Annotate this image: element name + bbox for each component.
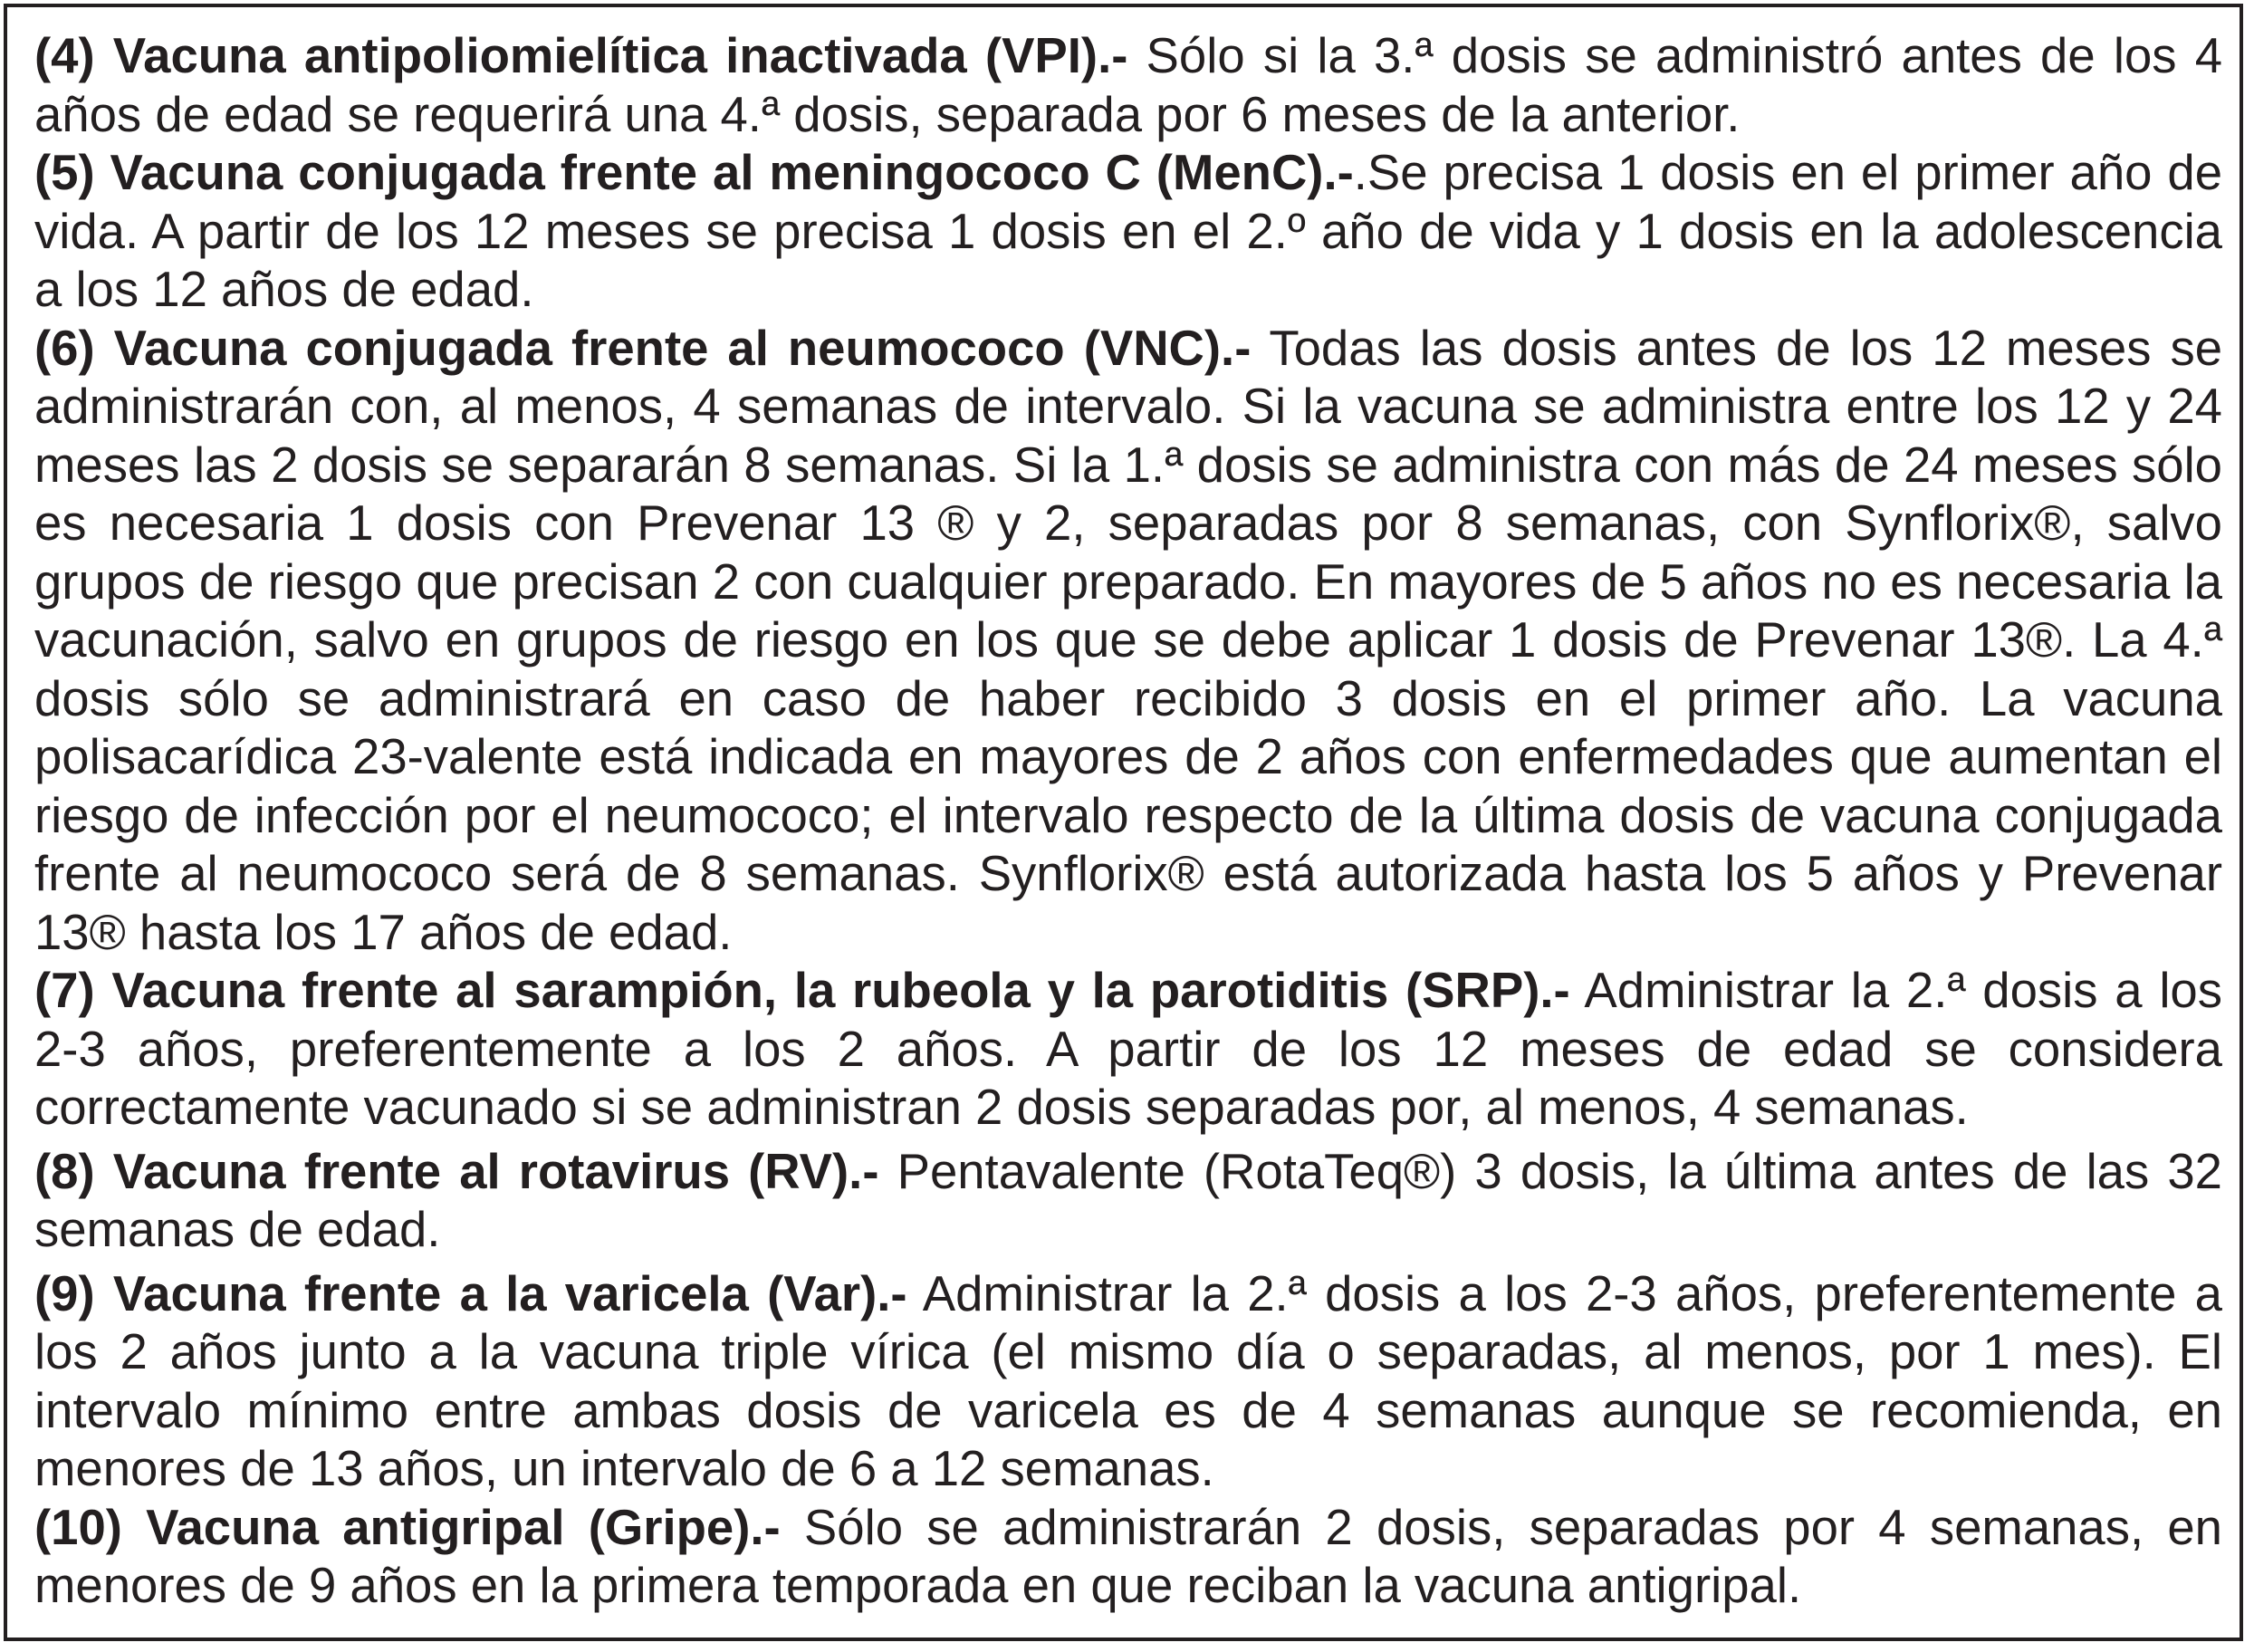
note-title: (5) Vacuna conjugada frente al meningococo C (MenC).- bbox=[34, 145, 1354, 200]
note-body: Todas las dosis antes de los 12 meses se administrarán con, al menos, 4 semanas de intervalo. Si la vacuna se administra entre los 12 y 24 meses las 2 dosis se separarán 8 semanas. Si la 1.ª dosis se administra con más de 24 meses sólo es necesaria 1 dosis con Prevenar 13 ® y 2, separadas por 8 semanas, con Synflorix®, salvo grupos de riesgo que precisan 2 con cualquier preparado. En mayores de 5 años no es necesaria la vacunación, salvo en grupos de riesgo en los que se debe aplicar 1 dosis de Prevenar 13®. La 4.ª dosis sólo se administrará en caso de haber recibido 3 dosis en el primer año. La vacuna polisacarídica 23-valente está indicada en mayores de 2 años con enfermedades que aumentan el riesgo de infección por el neumococo; el intervalo respecto de la última dosis de vacuna conjugada frente al neumococo será de 8 semanas. Synflorix® está autorizada hasta los 5 años y Prevenar 13® hasta los 17 años de edad. bbox=[34, 320, 2222, 960]
note-body: Sólo se administrarán 2 dosis, separadas por 4 semanas, en menores de 9 años en la primera temporada en que reciban la vacuna antigripal. bbox=[34, 1499, 2222, 1613]
footnotes bbox=[34, 27, 2222, 1616]
note-menc bbox=[34, 144, 2222, 320]
note-title: (8) Vacuna frente al rotavirus (RV).- bbox=[34, 1143, 879, 1199]
note-gripe bbox=[34, 1499, 2222, 1616]
note-title: (4) Vacuna antipoliomielítica inactivada (VPI).- bbox=[34, 28, 1128, 83]
note-vnc bbox=[34, 320, 2222, 963]
note-var bbox=[34, 1265, 2222, 1499]
note-body: Administrar la 2.ª dosis a los 2-3 años, preferentemente a los 2 años junto a la vacuna triple vírica (el mismo día o separadas, al menos, por 1 mes). El intervalo mínimo entre ambas dosis de varicela es de 4 semanas aunque se recomienda, en menores de 13 años, un intervalo de 6 a 12 semanas. bbox=[34, 1265, 2222, 1496]
note-body: Pentavalente (RotaTeq®) 3 dosis, la última antes de las 32 semanas de edad. bbox=[34, 1143, 2222, 1257]
note-title: (9) Vacuna frente a la varicela (Var).- bbox=[34, 1265, 907, 1321]
note-body: .Se precisa 1 dosis en el primer año de vida. A partir de los 12 meses se precisa 1 dosis en el 2.º año de vida y 1 dosis en la adolescencia a los 12 años de edad. bbox=[34, 145, 2222, 317]
note-body: Sólo si la 3.ª dosis se administró antes de los 4 años de edad se requerirá una 4.ª dosis, separada por 6 meses de la anterior. bbox=[34, 28, 2223, 142]
notes-box bbox=[4, 4, 2243, 1641]
note-srp bbox=[34, 962, 2222, 1138]
note-title: (10) Vacuna antigripal (Gripe).- bbox=[34, 1499, 781, 1555]
note-title: (7) Vacuna frente al sarampión, la rubeola y la parotiditis (SRP).- bbox=[34, 963, 1570, 1018]
note-vpi bbox=[34, 27, 2222, 144]
note-title: (6) Vacuna conjugada frente al neumococo (VNC).- bbox=[34, 320, 1252, 376]
note-body: Administrar la 2.ª dosis a los 2-3 años, preferentemente a los 2 años. A partir de los 12 meses de edad se considera correctamente vacunado si se administran 2 dosis separadas por, al menos, 4 semanas. bbox=[34, 963, 2222, 1135]
note-rv bbox=[34, 1143, 2222, 1260]
